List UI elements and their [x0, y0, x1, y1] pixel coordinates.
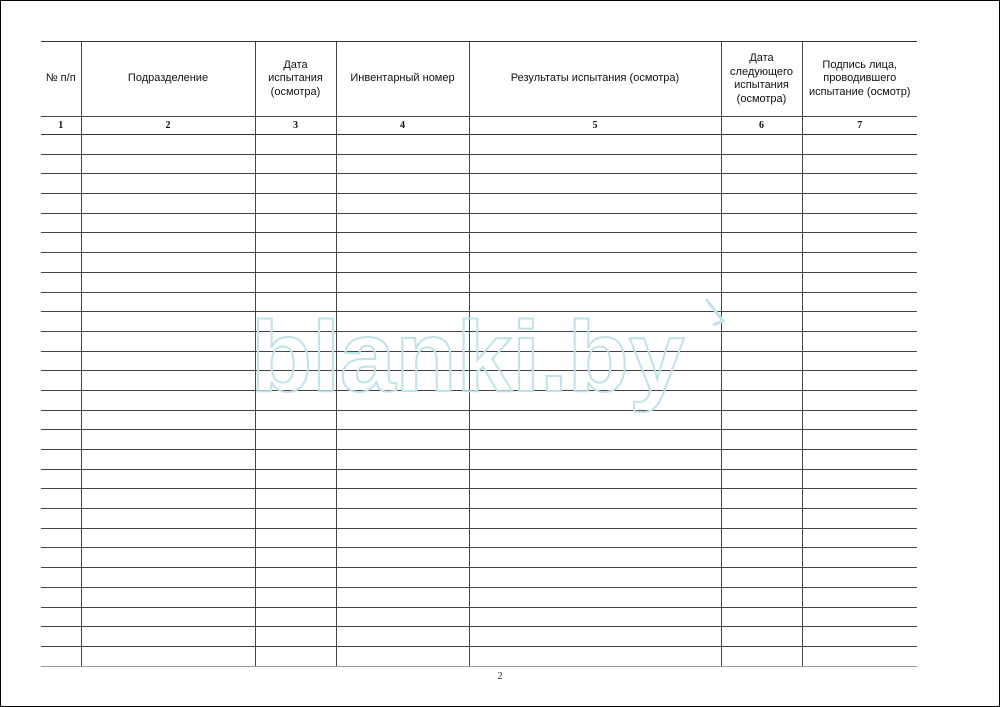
table-cell[interactable]	[336, 292, 469, 312]
table-cell[interactable]	[721, 627, 802, 647]
table-cell[interactable]	[255, 587, 336, 607]
table-cell[interactable]	[41, 607, 81, 627]
table-cell[interactable]	[41, 548, 81, 568]
table-cell[interactable]	[255, 154, 336, 174]
table-cell[interactable]	[802, 627, 917, 647]
table-cell[interactable]	[802, 253, 917, 273]
table-cell[interactable]	[255, 450, 336, 470]
table-cell[interactable]	[255, 430, 336, 450]
table-cell[interactable]	[336, 430, 469, 450]
table-row	[41, 292, 917, 312]
table-cell[interactable]	[336, 371, 469, 391]
table-cell[interactable]	[81, 331, 255, 351]
table-cell[interactable]	[721, 548, 802, 568]
table-cell[interactable]	[41, 135, 81, 155]
table-row	[41, 390, 917, 410]
table-cell[interactable]	[41, 174, 81, 194]
table-cell[interactable]	[469, 213, 721, 233]
table-cell[interactable]	[469, 489, 721, 509]
table-cell[interactable]	[469, 194, 721, 214]
table-cell[interactable]	[336, 450, 469, 470]
table-cell[interactable]	[81, 607, 255, 627]
inspection-log-table	[41, 41, 917, 667]
table-cell[interactable]	[721, 272, 802, 292]
column-number-row	[41, 117, 917, 135]
table-cell[interactable]	[255, 213, 336, 233]
table-cell[interactable]	[802, 233, 917, 253]
table-cell[interactable]	[802, 469, 917, 489]
table-row	[41, 351, 917, 371]
table-cell[interactable]	[469, 174, 721, 194]
table-cell[interactable]	[255, 272, 336, 292]
table-cell[interactable]	[721, 587, 802, 607]
header-row	[41, 42, 917, 117]
table-cell[interactable]	[255, 646, 336, 666]
table-cell[interactable]	[255, 509, 336, 529]
table-cell[interactable]	[41, 253, 81, 273]
table-row	[41, 174, 917, 194]
table-cell[interactable]	[255, 489, 336, 509]
table-cell[interactable]	[802, 430, 917, 450]
table-row	[41, 568, 917, 588]
table-cell[interactable]	[81, 371, 255, 391]
table-cell[interactable]	[255, 371, 336, 391]
table-cell[interactable]	[255, 390, 336, 410]
table-cell[interactable]	[81, 430, 255, 450]
table-cell[interactable]	[41, 292, 81, 312]
table-row	[41, 194, 917, 214]
table-cell[interactable]	[81, 410, 255, 430]
table-cell[interactable]	[469, 351, 721, 371]
table-cell[interactable]	[81, 312, 255, 332]
table-cell[interactable]	[802, 410, 917, 430]
table-cell[interactable]	[255, 351, 336, 371]
table-row	[41, 312, 917, 332]
table-cell[interactable]	[336, 194, 469, 214]
table-cell[interactable]	[721, 509, 802, 529]
table-row	[41, 410, 917, 430]
table-cell[interactable]	[336, 587, 469, 607]
table-cell[interactable]	[336, 390, 469, 410]
table-cell[interactable]	[721, 528, 802, 548]
table-cell[interactable]	[81, 194, 255, 214]
table-cell[interactable]	[469, 587, 721, 607]
col-number: 4	[336, 117, 469, 135]
table-cell[interactable]	[469, 135, 721, 155]
table-cell[interactable]	[469, 509, 721, 529]
table-cell[interactable]	[469, 469, 721, 489]
table-cell[interactable]	[81, 548, 255, 568]
table-cell[interactable]	[721, 233, 802, 253]
table-cell[interactable]	[802, 450, 917, 470]
watermark-text: blanki.by	[251, 301, 685, 413]
table-cell[interactable]	[81, 253, 255, 273]
table-cell[interactable]	[721, 174, 802, 194]
table-cell[interactable]	[336, 213, 469, 233]
table-cell[interactable]	[336, 469, 469, 489]
table-cell[interactable]	[336, 607, 469, 627]
table-cell[interactable]	[469, 450, 721, 470]
table-cell[interactable]	[336, 272, 469, 292]
table-cell[interactable]	[802, 489, 917, 509]
table-cell[interactable]	[721, 213, 802, 233]
table-cell[interactable]	[336, 312, 469, 332]
table-cell[interactable]	[41, 646, 81, 666]
col-number: 1	[41, 117, 81, 135]
table-cell[interactable]	[81, 292, 255, 312]
table-cell[interactable]	[802, 213, 917, 233]
table-cell[interactable]	[81, 587, 255, 607]
table-cell[interactable]	[255, 135, 336, 155]
table-row	[41, 528, 917, 548]
table-cell[interactable]	[255, 233, 336, 253]
table-cell[interactable]	[802, 390, 917, 410]
table-cell[interactable]	[41, 233, 81, 253]
table-cell[interactable]	[41, 450, 81, 470]
col-number: 5	[469, 117, 721, 135]
table-row	[41, 154, 917, 174]
table-row	[41, 253, 917, 273]
table-cell[interactable]	[41, 371, 81, 391]
table-cell[interactable]	[41, 312, 81, 332]
table-cell[interactable]	[802, 548, 917, 568]
table-row	[41, 331, 917, 351]
table-cell[interactable]	[469, 568, 721, 588]
table-cell[interactable]	[721, 469, 802, 489]
table-cell[interactable]	[81, 233, 255, 253]
table-cell[interactable]	[802, 135, 917, 155]
table-cell[interactable]	[469, 154, 721, 174]
table-cell[interactable]	[721, 607, 802, 627]
table-cell[interactable]	[81, 568, 255, 588]
table-cell[interactable]	[721, 292, 802, 312]
table-cell[interactable]	[41, 154, 81, 174]
table-cell[interactable]	[41, 509, 81, 529]
table-cell[interactable]	[802, 331, 917, 351]
table-cell[interactable]	[81, 627, 255, 647]
table-cell[interactable]	[81, 174, 255, 194]
table-cell[interactable]	[41, 410, 81, 430]
table-cell[interactable]	[721, 331, 802, 351]
col-header-results: Результаты испытания (осмотра)	[469, 42, 721, 117]
table-cell[interactable]	[81, 390, 255, 410]
table-row	[41, 450, 917, 470]
table-cell[interactable]	[255, 627, 336, 647]
table-cell[interactable]	[721, 194, 802, 214]
table-cell[interactable]	[41, 351, 81, 371]
table-cell[interactable]	[469, 272, 721, 292]
table-cell[interactable]	[255, 174, 336, 194]
table-cell[interactable]	[802, 568, 917, 588]
table-cell[interactable]	[81, 509, 255, 529]
col-header-number: № п/п	[41, 42, 81, 117]
table-cell[interactable]	[81, 351, 255, 371]
table-cell[interactable]	[255, 528, 336, 548]
table-cell[interactable]	[255, 548, 336, 568]
table-cell[interactable]	[41, 213, 81, 233]
table-cell[interactable]	[255, 568, 336, 588]
table-row	[41, 213, 917, 233]
table-cell[interactable]	[81, 135, 255, 155]
table-cell[interactable]	[469, 390, 721, 410]
table-cell[interactable]	[81, 489, 255, 509]
table-body	[41, 135, 917, 667]
table-cell[interactable]	[802, 371, 917, 391]
table-row	[41, 627, 917, 647]
table-cell[interactable]	[802, 646, 917, 666]
table-row	[41, 371, 917, 391]
table-cell[interactable]	[802, 528, 917, 548]
table-cell[interactable]	[336, 548, 469, 568]
table-cell[interactable]	[41, 390, 81, 410]
table-row	[41, 607, 917, 627]
table-cell[interactable]	[41, 489, 81, 509]
table-cell[interactable]	[41, 627, 81, 647]
table-cell[interactable]	[469, 371, 721, 391]
col-header-inventory-number: Инвентарный номер	[336, 42, 469, 117]
table-cell[interactable]	[336, 528, 469, 548]
table-cell[interactable]	[255, 469, 336, 489]
table-cell[interactable]	[802, 351, 917, 371]
table-cell[interactable]	[336, 351, 469, 371]
table-cell[interactable]	[469, 528, 721, 548]
table-cell[interactable]	[41, 528, 81, 548]
table-row	[41, 509, 917, 529]
table-cell[interactable]	[721, 135, 802, 155]
table-row	[41, 233, 917, 253]
table-cell[interactable]	[336, 489, 469, 509]
table-cell[interactable]	[255, 312, 336, 332]
table-cell[interactable]	[469, 312, 721, 332]
table-row	[41, 489, 917, 509]
table-cell[interactable]	[336, 410, 469, 430]
table-cell[interactable]	[802, 587, 917, 607]
table-cell[interactable]	[81, 528, 255, 548]
table-row	[41, 469, 917, 489]
table-cell[interactable]	[802, 194, 917, 214]
table-cell[interactable]	[81, 154, 255, 174]
table-cell[interactable]	[469, 646, 721, 666]
table-cell[interactable]	[336, 135, 469, 155]
table-cell[interactable]	[802, 607, 917, 627]
table-row	[41, 587, 917, 607]
table-cell[interactable]	[721, 390, 802, 410]
table-cell[interactable]	[81, 469, 255, 489]
table-cell[interactable]	[81, 450, 255, 470]
table-cell[interactable]	[336, 509, 469, 529]
table-cell[interactable]	[469, 627, 721, 647]
table-cell[interactable]	[336, 646, 469, 666]
table-cell[interactable]	[721, 489, 802, 509]
table-cell[interactable]	[721, 430, 802, 450]
table-cell[interactable]	[721, 646, 802, 666]
table-cell[interactable]	[336, 568, 469, 588]
table-cell[interactable]	[469, 548, 721, 568]
table-cell[interactable]	[802, 272, 917, 292]
table-cell[interactable]	[255, 194, 336, 214]
table-cell[interactable]	[336, 253, 469, 273]
table-cell[interactable]	[81, 272, 255, 292]
table-cell[interactable]	[255, 292, 336, 312]
col-header-signature: Подпись лица, проводившего испытание (осмотр)	[802, 42, 917, 117]
table-cell[interactable]	[802, 509, 917, 529]
table-cell[interactable]	[802, 312, 917, 332]
table-cell[interactable]	[721, 312, 802, 332]
table-cell[interactable]	[41, 430, 81, 450]
table-cell[interactable]	[721, 351, 802, 371]
table-row	[41, 272, 917, 292]
table-cell[interactable]	[802, 174, 917, 194]
col-header-test-date: Дата испытания (осмотра)	[255, 42, 336, 117]
table-row	[41, 135, 917, 155]
table-cell[interactable]	[469, 292, 721, 312]
table-cell[interactable]	[41, 272, 81, 292]
table-cell[interactable]	[255, 331, 336, 351]
table-cell[interactable]	[81, 213, 255, 233]
table-row	[41, 430, 917, 450]
table-cell[interactable]	[721, 371, 802, 391]
table-cell[interactable]	[469, 607, 721, 627]
table-cell[interactable]	[469, 430, 721, 450]
table-cell[interactable]	[721, 154, 802, 174]
table-cell[interactable]	[802, 292, 917, 312]
table-cell[interactable]	[336, 331, 469, 351]
table-cell[interactable]	[469, 410, 721, 430]
table-cell[interactable]	[41, 568, 81, 588]
table-cell[interactable]	[41, 469, 81, 489]
table-cell[interactable]	[41, 331, 81, 351]
table-row	[41, 548, 917, 568]
table-cell[interactable]	[336, 233, 469, 253]
table-cell[interactable]	[469, 253, 721, 273]
col-number: 3	[255, 117, 336, 135]
table-cell[interactable]	[81, 646, 255, 666]
table-cell[interactable]	[802, 154, 917, 174]
col-number: 6	[721, 117, 802, 135]
table-cell[interactable]	[41, 587, 81, 607]
table-cell[interactable]	[469, 331, 721, 351]
table-cell[interactable]	[255, 253, 336, 273]
table-cell[interactable]	[336, 154, 469, 174]
table-cell[interactable]	[721, 410, 802, 430]
col-header-department: Подразделение	[81, 42, 255, 117]
table-cell[interactable]	[721, 253, 802, 273]
table-cell[interactable]	[336, 174, 469, 194]
table-cell[interactable]	[721, 450, 802, 470]
table-cell[interactable]	[721, 568, 802, 588]
table-cell[interactable]	[255, 607, 336, 627]
page-number: 2	[497, 671, 503, 682]
col-number: 2	[81, 117, 255, 135]
table-cell[interactable]	[255, 410, 336, 430]
table-cell[interactable]	[41, 194, 81, 214]
col-number: 7	[802, 117, 917, 135]
table-cell[interactable]	[336, 627, 469, 647]
col-header-next-test-date: Дата следующего испытания (осмотра)	[721, 42, 802, 117]
table-row	[41, 646, 917, 666]
table-cell[interactable]	[469, 233, 721, 253]
